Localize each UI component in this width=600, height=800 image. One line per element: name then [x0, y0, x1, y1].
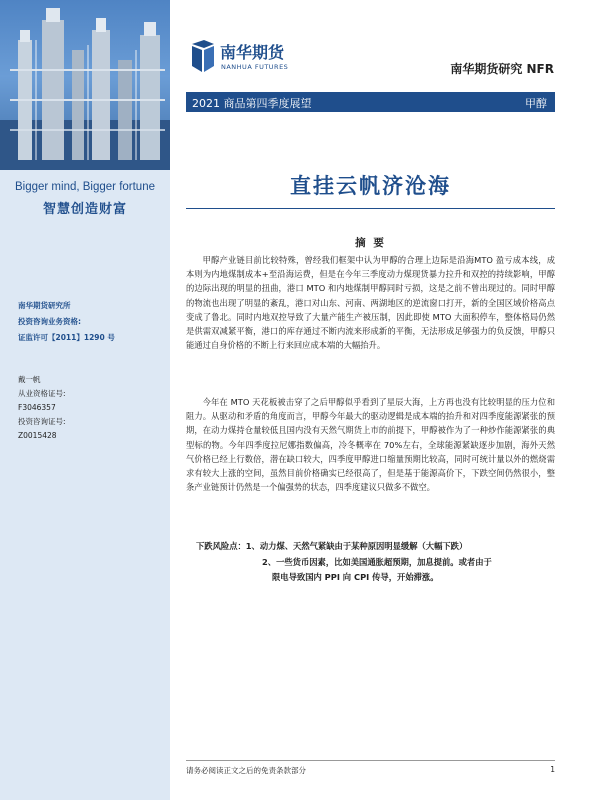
sidebar: [0, 0, 170, 800]
consult-qualification-label: 投资咨询业务资格:: [18, 317, 81, 326]
cover-photo: [0, 0, 170, 170]
consult-cert-label: 投资咨询证号:: [18, 417, 66, 426]
abstract-paragraph-2: 今年在 MTO 天花板被击穿了之后甲醇似乎看到了星辰大海，上方再也没有比较明显的压力位和阻力。从驱动和矛盾的角度而言，甲醇今年最大的驱动逻辑是成本端的抬升和对四季度能源紧张的预期，在动力煤持仓量较低且国内没有天然气期货上市的前提下，甲醇被作为了一种炒作能源紧张的典型标的物。今年四季度拉尼娜指数偏高，冷冬概率在 70%左右，全球能源紧缺逐步加剧，海外天然气价格已经上行数倍，潜在缺口较大，四季度甲醇进口缩量预期比较高，同时可统计量以外的燃烧需求有较大上涨的空间，虽然目前价格确实已经很高了，但是基于能源高价下，下跌空间仍然很小，整条产业链预计仍然是一个偏强势的状态，四季度建议只做多不做空。: [186, 397, 555, 493]
slogan-chinese: 智慧创造财富: [42, 202, 127, 217]
page-number: 1: [550, 765, 555, 774]
report-banner: [186, 92, 555, 112]
risk-line-1: 下跌风险点：1、动力煤、天然气紧缺由于某种原因明显缓解（大幅下跌）: [196, 541, 468, 551]
research-brand: 南华期货研究 NFR: [450, 62, 554, 76]
logo-chinese-name: 南华期货: [220, 43, 285, 62]
institute-name: 南华期货研究所: [18, 301, 71, 310]
slogan-english: Bigger mind, Bigger fortune: [15, 181, 155, 193]
logo-english-name: NANHUA FUTURES: [221, 63, 289, 71]
banner-commodity: 甲醇: [525, 97, 547, 110]
abstract-heading: 摘 要: [355, 237, 386, 249]
consult-cert-number: Z0015428: [18, 431, 57, 440]
risk-line-2: 2、一些货币因素，比如美国通胀超预期，加息提前。或者由于: [262, 556, 492, 567]
footer-divider: [186, 760, 555, 761]
page-title: 直挂云帆济沧海: [290, 174, 451, 198]
risk-line-3: 限电导致国内 PPI 向 CPI 传导，开始滞涨。: [272, 572, 439, 582]
refinery-illustration: [0, 0, 170, 170]
banner-report-type: 2021 商品第四季度展望: [192, 97, 312, 110]
qualification-number: F3046357: [18, 403, 56, 412]
analyst-name: 戴一帆: [18, 375, 41, 384]
footer-disclaimer: 请务必阅读正文之后的免责条款部分: [186, 766, 306, 775]
license-number: 证监许可【2011】1290 号: [18, 333, 115, 342]
nanhua-logo-icon: [190, 40, 216, 78]
abstract-paragraph-1: 甲醇产业链目前比较特殊，曾经我们框架中认为甲醇的合理上边际是沿海MTO 盈亏成本线，成本则为内地煤制成本+至沿海运费，但是在今年三季度动力煤现货暴力拉升和双控的持续影响，甲醇的边际出现的明显的扭曲，港口 MTO 和内地煤制甲醇同时亏损，这是之前不曾出现过的。同时甲醇的物流也出现了明显的紊乱，港口对山东、河南、两湖地区的逆流窗口打开，新的全国区域价格高点变成了鲁北。同时内地双控导致了大量产能生产被压制，因此即使 MTO 大面积停车，整体格局仍然是供需双减紧平衡，港口的库存通过不断内流来形成新的平衡，无法形成足够强力的负反馈，甲醇只能通过自身价格的不断上行来回应成本端的大幅抬升。: [186, 255, 555, 351]
title-divider: [186, 208, 555, 209]
downside-risks: [196, 539, 556, 586]
qualification-label: 从业资格证号:: [18, 389, 66, 398]
